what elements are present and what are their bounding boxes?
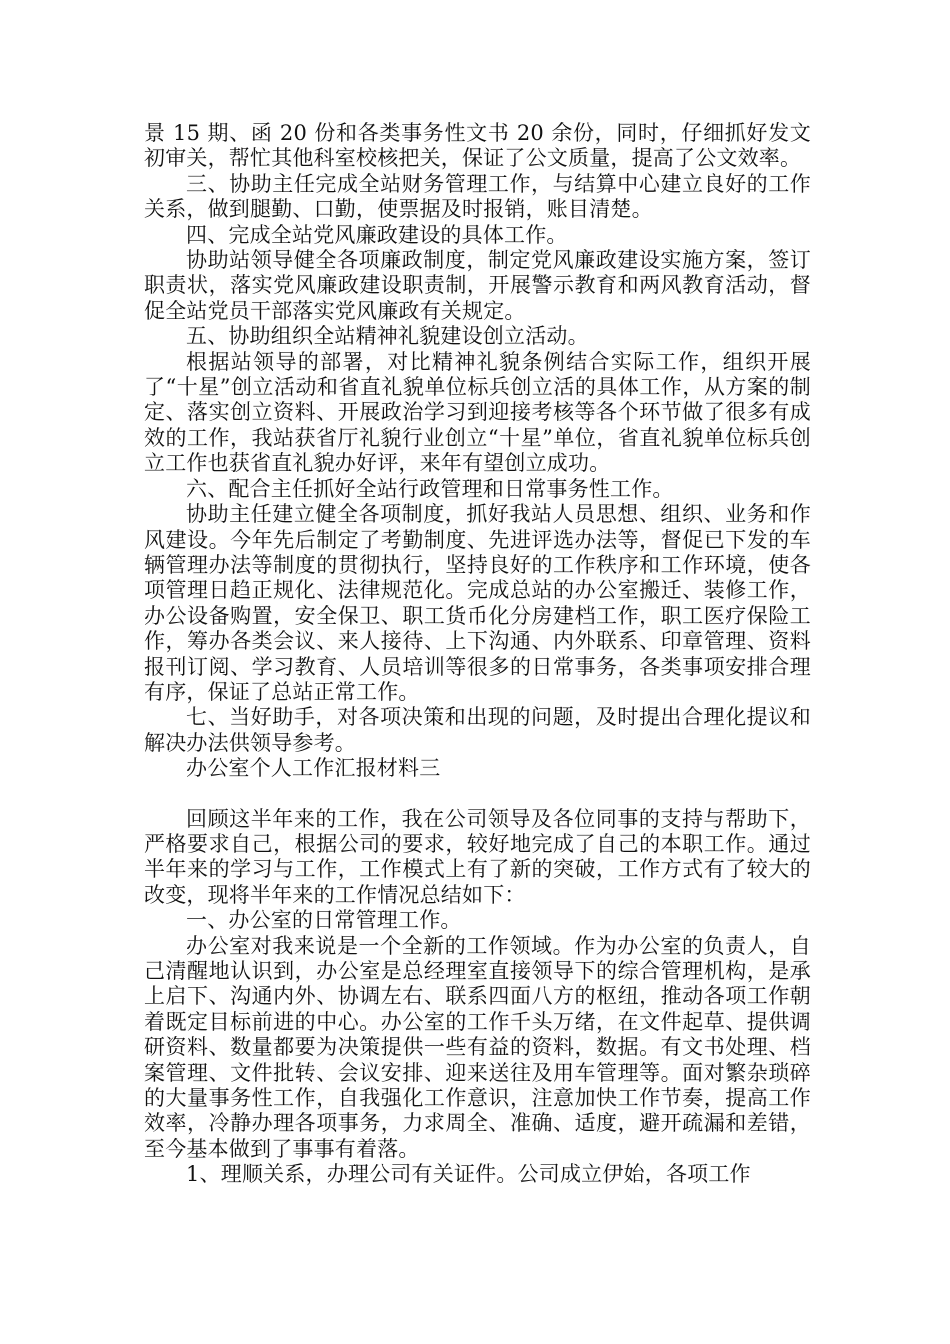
paragraph: 1、理顺关系，办理公司有关证件。公司成立伊始，各项工作 bbox=[186, 1162, 751, 1187]
paragraph: 根据站领导的部署，对比精神礼貌条例结合实际工作，组织开展了“十星”创立活动和省直礼貌单位标兵创立活的具体工作，从方案的制定、落实创立资料、开展政治学习到迎接考核等各个环节做了很多有成效的工作，我站获省厅礼貌行业创立“十星”单位，省直礼貌单位标兵创立工作也获省直礼貌办好评，来年有望创立成功。 bbox=[144, 349, 811, 476]
paragraph: 协助主任建立健全各项制度，抓好我站人员思想、组织、业务和作风建设。今年先后制定了考勤制度、先进评选办法等，督促已下发的车辆管理办法等制度的贯彻执行，坚持良好的工作秩序和工作环境，使各项管理日趋正规化、法律规范化。完成总站的办公室搬迁、装修工作，办公设备购置，安全保卫、职工货币化分房建档工作，职工医疗保险工作，筹办各类会议、来人接待、上下沟通、内外联系、印章管理、资料报刊订阅、学习教育、人员培训等很多的日常事务，各类事项安排合理有序，保证了总站正常工作。 bbox=[144, 502, 811, 704]
paragraph: 五、协助组织全站精神礼貌建设创立活动。 bbox=[186, 324, 589, 349]
paragraph: 办公室对我来说是一个全新的工作领域。作为办公室的负责人，自己清醒地认识到，办公室是总经理室直接领导下的综合管理机构，是承上启下、沟通内外、协调左右、联系四面八方的枢纽，推动各项工作朝着既定目标前进的中心。办公室的工作千头万绪，在文件起草、提供调研资料、数量都要为决策提供一些有益的资料，数据。有文书处理、档案管理、文件批转、会议安排、迎来送往及用车管理等。面对繁杂琐碎的大量事务性工作，自我强化工作意识，注意加快工作节奏，提高工作效率，冷静办理各项事务，力求周全、准确、适度，避开疏漏和差错，至今基本做到了事事有着落。 bbox=[144, 933, 811, 1161]
document-body bbox=[144, 121, 811, 1188]
section-title: 办公室个人工作汇报材料三 bbox=[186, 756, 441, 781]
paragraph: 七、当好助手，对各项决策和出现的问题，及时提出合理化提议和解决办法供领导参考。 bbox=[144, 705, 811, 755]
paragraph: 四、完成全站党风廉政建设的具体工作。 bbox=[186, 222, 568, 247]
paragraph: 六、配合主任抓好全站行政管理和日常事务性工作。 bbox=[186, 476, 674, 501]
paragraph: 一、办公室的日常管理工作。 bbox=[186, 908, 462, 933]
paragraph: 三、协助主任完成全站财务管理工作，与结算中心建立良好的工作关系，做到腿勤、口勤，使票据及时报销，账目清楚。 bbox=[144, 171, 811, 222]
paragraph: 协助站领导健全各项廉政制度，制定党风廉政建设实施方案，签订职责状，落实党风廉政建设职责制，开展警示教育和两风教育活动，督促全站党员干部落实党风廉政有关规定。 bbox=[144, 248, 811, 323]
paragraph: 景 15 期、函 20 份和各类事务性文书 20 余份，同时，仔细抓好发文初审关，帮忙其他科室校核把关，保证了公文质量，提高了公文效率。 bbox=[144, 121, 811, 171]
paragraph: 回顾这半年来的工作，我在公司领导及各位同事的支持与帮助下，严格要求自己，根据公司的要求，较好地完成了自己的本职工作。通过半年来的学习与工作，工作模式上有了新的突破，工作方式有了较大的改变，现将半年来的工作情况总结如下： bbox=[144, 806, 811, 907]
